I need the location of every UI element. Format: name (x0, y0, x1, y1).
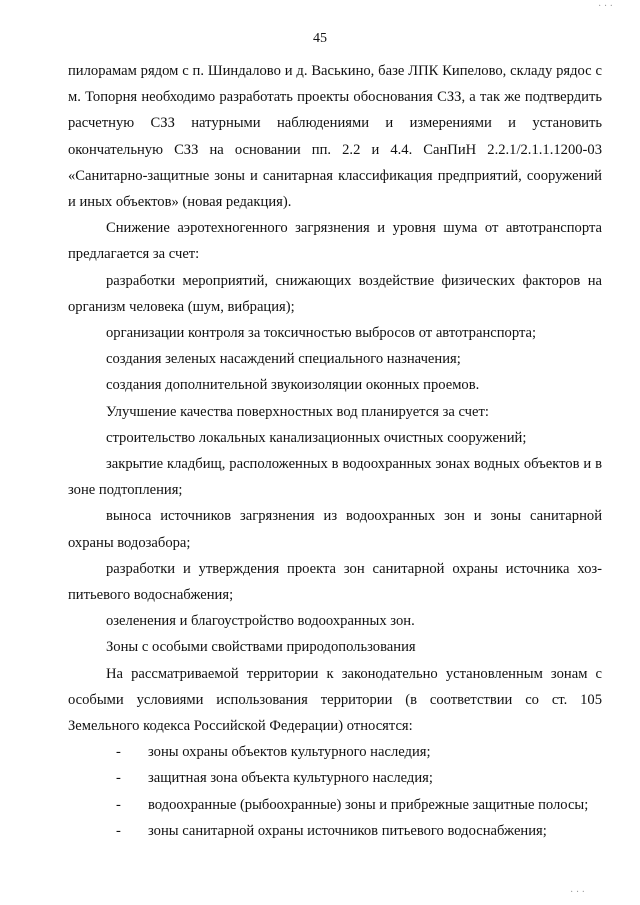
list-item-text: водоохранные (рыбоохранные) зоны и прибрежные защитные полосы; (148, 796, 589, 813)
paragraph-measure-sanitary-project: разработки и утверждения проекта зон санитарной охраны источника хоз-питьевого водоснабжения; (68, 560, 602, 604)
dash-bullet-icon: - (116, 744, 121, 761)
dash-bullet-icon: - (116, 822, 121, 839)
paragraph-measure-landscaping: озеленения и благоустройство водоохранных зон. (106, 613, 415, 630)
dash-bullet-icon: - (116, 796, 121, 813)
list-item (68, 739, 602, 765)
paragraph-measure-cemeteries: закрытие кладбищ, расположенных в водоохранных зонах водных объектов и в зоне подтопления; (68, 456, 602, 499)
paragraph-measure-sound-insulation: создания дополнительной звукоизоляции оконных проемов. (106, 377, 480, 394)
list-item (68, 818, 602, 844)
list-item-text: зоны санитарной охраны источников питьевого водоснабжения; (148, 822, 547, 839)
list-item (68, 792, 602, 818)
paragraph-surface-water-intro: Улучшение качества поверхностных вод планируется за счет: (106, 403, 489, 420)
list-item (68, 765, 602, 791)
page-number: 45 (313, 31, 327, 46)
paragraph-measure-treatment-facilities: строительство локальных канализационных очистных сооружений; (106, 429, 527, 446)
paragraph-measure-physical-factors: разработки мероприятий, снижающих воздействие физических факторов на организм человека (шум, вибрация); (68, 272, 602, 315)
paragraph-measure-toxicity-control: организации контроля за токсичностью выбросов от автотранспорта; (106, 325, 537, 342)
paragraph-air-noise-intro: Снижение аэротехногенного загрязнения и уровня шума от автотранспорта предлагается за счет: (68, 220, 602, 263)
paragraph-szz-continuation: пилорамам рядом с п. Шиндалово и д. Васькино, базе ЛПК Кипелово, складу рядос с м. Топорня необходимо разработать проекты обоснования СЗЗ, а так же подтвердить расчетную СЗЗ натурными наблюдениями и измерениями и установить окончательную СЗЗ на основании пп. 2.2 и 4.4. СанПиН 2.2.1/2.1.1.1200-03 «Санитарно-защитные зоны и санитарная классификация предприятий, сооружений и иных объектов» (новая редакция). (68, 63, 602, 211)
list-item-text: защитная зона объекта культурного наследия; (148, 770, 433, 787)
document-body (68, 58, 602, 844)
paragraph-measure-pollution-sources: выноса источников загрязнения из водоохранных зон и зоны санитарной охраны водозабора; (68, 508, 602, 551)
section-heading-special-zones: Зоны с особыми свойствами природопользования (106, 639, 416, 656)
scan-artifact-bottom: · · · (570, 887, 585, 898)
dash-bullet-icon: - (116, 770, 121, 787)
special-zones-list (68, 739, 602, 844)
scan-artifact-top: · · · (598, 1, 613, 12)
paragraph-measure-green-planting: создания зеленых насаждений специального назначения; (106, 351, 461, 368)
paragraph-special-zones-intro: На рассматриваемой территории к законодательно установленным зонам с особыми условиями использования территории (в соответствии со ст. 105 Земельного кодекса Российской Федерации) относятся: (68, 665, 602, 735)
list-item-text: зоны охраны объектов культурного наследия; (148, 744, 431, 761)
